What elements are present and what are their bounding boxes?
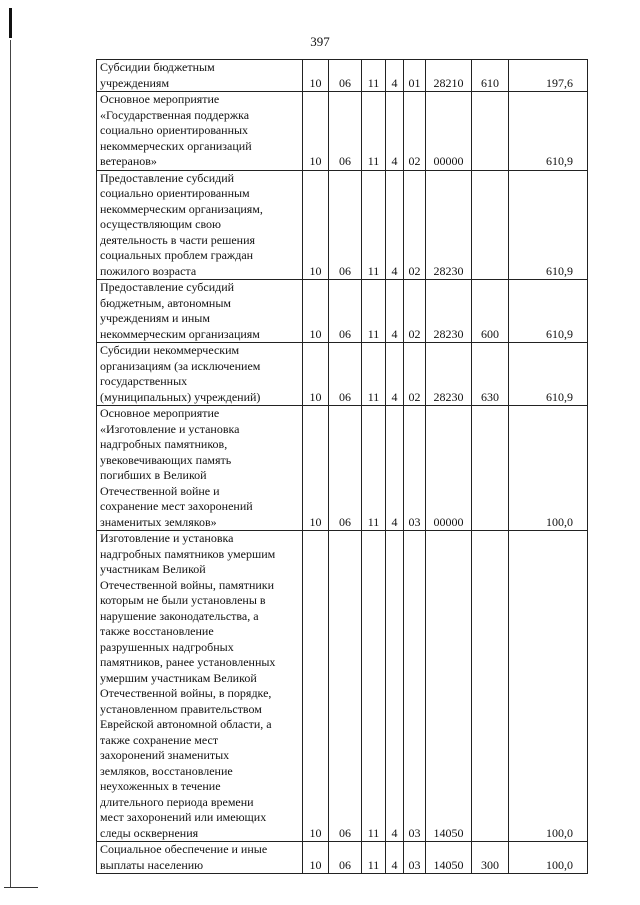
row-name-line: государственных [100,374,188,388]
row-name-line: Основное мероприятие [100,92,220,106]
cell-direction-code: 00000 [426,406,472,531]
cell-expense-type-code [472,92,509,171]
cell-expense-type-code: 610 [472,60,509,92]
cell-subprogram-code: 4 [386,406,404,531]
cell-section-code: 10 [303,406,329,531]
row-name-line: умершим участникам Великой [100,670,257,685]
cell-amount: 100,0 [509,531,588,842]
row-name-line: сохранение мест захоронений [100,499,253,513]
row-name [97,92,303,171]
cell-event-code: 02 [404,280,426,343]
table-row [97,531,588,842]
cell-expense-type-code: 600 [472,280,509,343]
row-name-line: социальных проблем граждан [100,248,254,262]
row-name [97,406,303,531]
row-name [97,60,303,92]
row-name-line: социально ориентированным [100,186,250,200]
row-name-line: увековечивающих память [100,452,232,467]
cell-subprogram-code: 4 [386,531,404,842]
row-name-line: пожилого возраста [100,263,197,278]
row-name-line: Социальное обеспечение и иные [100,842,268,856]
cell-program-code: 11 [362,170,386,280]
cell-subprogram-code: 4 [386,60,404,92]
cell-subsection-code: 06 [329,280,362,343]
cell-subsection-code: 06 [329,531,362,842]
cell-amount: 197,6 [509,60,588,92]
row-name-line: Изготовление и установка [100,531,234,545]
cell-subsection-code: 06 [329,92,362,171]
row-name-line: Предоставление субсидий [100,170,235,185]
cell-amount: 610,9 [509,280,588,343]
cell-event-code: 02 [404,92,426,171]
row-name-line: также восстановление [100,624,214,638]
row-name-line: надгробных памятников умершим [100,546,276,561]
margin-line [10,40,11,888]
cell-expense-type-code: 300 [472,842,509,874]
row-name-line: Еврейской автономной области, а [100,717,272,731]
row-name [97,531,303,842]
cell-subsection-code: 06 [329,343,362,406]
table-row [97,60,588,92]
row-name-line: разрушенных надгробных [100,639,234,654]
cell-expense-type-code: 630 [472,343,509,406]
cell-expense-type-code [472,531,509,842]
row-name-line: надгробных памятников, [100,437,228,451]
cell-section-code: 10 [303,60,329,92]
cell-subsection-code: 06 [329,170,362,280]
budget-table [96,59,588,874]
cell-direction-code: 00000 [426,92,472,171]
row-name-line: земляков, восстановление [100,763,233,778]
row-name-line: организациям (за исключением [100,358,261,373]
cell-direction-code: 14050 [426,531,472,842]
cell-event-code: 01 [404,60,426,92]
cell-amount: 100,0 [509,842,588,874]
table-row [97,170,588,280]
row-name-line: захоронений знаменитых [100,748,230,762]
cell-subsection-code: 06 [329,406,362,531]
cell-direction-code: 28230 [426,170,472,280]
row-name-line: учреждениям и иным [100,311,210,325]
cell-event-code: 03 [404,406,426,531]
cell-subprogram-code: 4 [386,842,404,874]
cell-expense-type-code [472,170,509,280]
row-name-line: мест захоронений или имеющих [100,810,267,824]
row-name-line: ветеранов» [100,154,157,168]
cell-program-code: 11 [362,531,386,842]
row-name-line: Субсидии некоммерческим [100,343,240,357]
row-name-line: Отечественной войне и [100,483,220,498]
cell-program-code: 11 [362,343,386,406]
cell-event-code: 03 [404,842,426,874]
row-name-line: некоммерческих организаций [100,138,252,153]
table-row [97,92,588,171]
row-name-line: Субсидии бюджетным [100,60,215,74]
cell-program-code: 11 [362,92,386,171]
row-name-line: осуществляющим свою [100,217,222,231]
table-row [97,280,588,343]
cell-amount: 610,9 [509,92,588,171]
cell-section-code: 10 [303,92,329,171]
cell-program-code: 11 [362,280,386,343]
cell-subprogram-code: 4 [386,343,404,406]
row-name-line: Основное мероприятие [100,406,220,420]
cell-program-code: 11 [362,60,386,92]
row-name-line: деятельность в части решения [100,232,256,247]
cell-section-code: 10 [303,280,329,343]
row-name-line: учреждениям [100,75,170,90]
cell-event-code: 02 [404,343,426,406]
cell-direction-code: 28230 [426,343,472,406]
cell-event-code: 03 [404,531,426,842]
cell-section-code: 10 [303,531,329,842]
row-name-line: бюджетным, автономным [100,295,231,310]
row-name-line: которым не были установлены в [100,593,266,607]
budget-table-body [97,60,588,874]
row-name [97,842,303,874]
row-name-line: выплаты населению [100,857,204,872]
row-name-line: социально ориентированных [100,123,249,137]
cell-event-code: 02 [404,170,426,280]
cell-program-code: 11 [362,842,386,874]
row-name-line: Отечественной войны, памятники [100,577,275,592]
row-name-line: «Изготовление и установка [100,421,240,436]
row-name-line: участникам Великой [100,562,206,576]
row-name-line: нарушение законодательства, а [100,608,259,623]
cell-direction-code: 28230 [426,280,472,343]
cell-program-code: 11 [362,406,386,531]
cell-amount: 100,0 [509,406,588,531]
cell-subprogram-code: 4 [386,280,404,343]
cell-subsection-code: 06 [329,842,362,874]
table-row [97,406,588,531]
cell-subprogram-code: 4 [386,170,404,280]
row-name-line: длительного периода времени [100,794,254,809]
row-name-line: знаменитых земляков» [100,514,217,529]
table-row [97,343,588,406]
row-name [97,170,303,280]
cell-direction-code: 14050 [426,842,472,874]
cell-direction-code: 28210 [426,60,472,92]
page-number: 397 [310,34,330,49]
row-name-line: Предоставление субсидий [100,280,235,294]
cell-section-code: 10 [303,842,329,874]
cell-amount: 610,9 [509,170,588,280]
row-name-line: Отечественной войны, в порядке, [100,686,272,700]
cell-section-code: 10 [303,170,329,280]
row-name-line: памятников, ранее установленных [100,655,276,669]
row-name-line: погибших в Великой [100,468,207,482]
row-name [97,343,303,406]
cell-section-code: 10 [303,343,329,406]
table-row [97,842,588,874]
cell-amount: 610,9 [509,343,588,406]
row-name [97,280,303,343]
row-name-line: следы осквернения [100,825,199,840]
row-name-line: неухоженных в течение [100,779,221,793]
row-name-line: установленном правительством [100,701,262,716]
row-name-line: некоммерческим организациям [100,326,260,341]
cell-expense-type-code [472,406,509,531]
cell-subsection-code: 06 [329,60,362,92]
row-name-line: «Государственная поддержка [100,107,250,122]
row-name-line: некоммерческим организациям, [100,201,263,216]
row-name-line: (муниципальных) учреждений) [100,389,261,404]
cell-subprogram-code: 4 [386,92,404,171]
corner-mark [4,887,38,888]
row-name-line: также сохранение мест [100,732,219,747]
